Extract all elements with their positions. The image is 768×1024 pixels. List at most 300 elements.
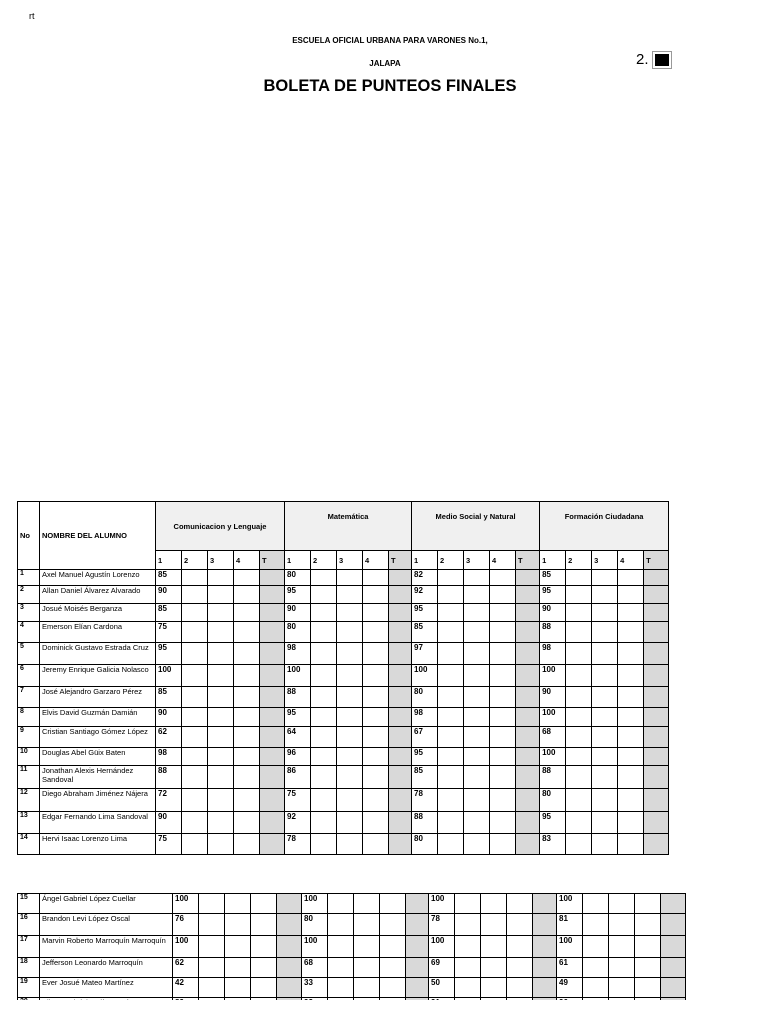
total-cell bbox=[260, 687, 285, 708]
empty-score-cell bbox=[208, 586, 234, 604]
empty-score-cell bbox=[438, 586, 464, 604]
empty-score-cell bbox=[363, 834, 389, 855]
score-cell: 95 bbox=[540, 586, 566, 604]
score-cell: 85 bbox=[540, 570, 566, 586]
empty-score-cell bbox=[182, 687, 208, 708]
row-number: 11 bbox=[18, 766, 40, 789]
table-row bbox=[18, 812, 669, 834]
total-cell bbox=[389, 665, 412, 687]
empty-score-cell bbox=[311, 643, 337, 665]
row-number: 2 bbox=[18, 586, 40, 604]
unit-header: 1 bbox=[540, 551, 566, 570]
empty-score-cell bbox=[328, 978, 354, 998]
row-number: 10 bbox=[18, 748, 40, 766]
total-cell bbox=[389, 834, 412, 855]
empty-score-cell bbox=[635, 914, 661, 936]
empty-score-cell bbox=[251, 936, 277, 958]
empty-score-cell bbox=[618, 789, 644, 812]
table-row bbox=[18, 834, 669, 855]
total-cell bbox=[661, 914, 686, 936]
empty-score-cell bbox=[354, 958, 380, 978]
empty-score-cell bbox=[455, 936, 481, 958]
empty-score-cell bbox=[507, 936, 533, 958]
city-name: JALAPA bbox=[369, 59, 401, 68]
score-cell: 98 bbox=[540, 643, 566, 665]
score-cell: 92 bbox=[285, 812, 311, 834]
row-number: 15 bbox=[18, 894, 40, 914]
score-cell: 96 bbox=[285, 748, 311, 766]
student-name: Marvin Roberto Marroquín Marroquín bbox=[40, 936, 173, 958]
total-cell bbox=[644, 766, 669, 789]
empty-score-cell bbox=[566, 766, 592, 789]
unit-header: 1 bbox=[412, 551, 438, 570]
total-cell bbox=[389, 586, 412, 604]
total-cell bbox=[644, 622, 669, 643]
empty-score-cell bbox=[618, 586, 644, 604]
empty-score-cell bbox=[618, 570, 644, 586]
school-name: ESCUELA OFICIAL URBANA PARA VARONES No.1, bbox=[292, 36, 488, 45]
score-cell: 88 bbox=[285, 687, 311, 708]
score-cell: 88 bbox=[540, 766, 566, 789]
empty-score-cell bbox=[438, 643, 464, 665]
table-row bbox=[18, 936, 686, 958]
total-cell bbox=[389, 622, 412, 643]
total-cell bbox=[661, 958, 686, 978]
page-bottom-clip bbox=[0, 1000, 768, 1024]
empty-score-cell bbox=[363, 766, 389, 789]
empty-score-cell bbox=[455, 914, 481, 936]
row-number: 19 bbox=[18, 978, 40, 998]
score-cell: 100 bbox=[557, 936, 583, 958]
score-cell: 64 bbox=[285, 727, 311, 748]
col-no-header: No bbox=[18, 502, 40, 570]
total-cell bbox=[389, 789, 412, 812]
empty-score-cell bbox=[311, 708, 337, 727]
empty-score-cell bbox=[380, 936, 406, 958]
student-name: Edgar Fernando Lima Sandoval bbox=[40, 812, 156, 834]
unit-header: 1 bbox=[285, 551, 311, 570]
empty-score-cell bbox=[208, 812, 234, 834]
empty-score-cell bbox=[438, 812, 464, 834]
total-cell bbox=[260, 570, 285, 586]
score-cell: 100 bbox=[429, 894, 455, 914]
total-cell bbox=[389, 708, 412, 727]
table-row bbox=[18, 570, 669, 586]
empty-score-cell bbox=[337, 622, 363, 643]
empty-score-cell bbox=[354, 936, 380, 958]
total-cell bbox=[406, 914, 429, 936]
score-cell: 80 bbox=[285, 570, 311, 586]
empty-score-cell bbox=[481, 978, 507, 998]
empty-score-cell bbox=[363, 727, 389, 748]
total-cell bbox=[389, 604, 412, 622]
score-cell: 92 bbox=[412, 586, 438, 604]
score-cell: 69 bbox=[429, 958, 455, 978]
total-cell bbox=[406, 936, 429, 958]
empty-score-cell bbox=[337, 748, 363, 766]
total-cell bbox=[389, 766, 412, 789]
empty-score-cell bbox=[438, 570, 464, 586]
empty-score-cell bbox=[363, 570, 389, 586]
empty-score-cell bbox=[566, 727, 592, 748]
total-cell bbox=[661, 936, 686, 958]
unit-header: 3 bbox=[208, 551, 234, 570]
total-cell bbox=[260, 727, 285, 748]
student-name: José Alejandro Garzaro Pérez bbox=[40, 687, 156, 708]
score-cell: 80 bbox=[412, 687, 438, 708]
student-name: Hervi Isaac Lorenzo Lima bbox=[40, 834, 156, 855]
empty-score-cell bbox=[592, 727, 618, 748]
score-cell: 100 bbox=[540, 748, 566, 766]
student-name: Cristian Santiago Gómez López bbox=[40, 727, 156, 748]
empty-score-cell bbox=[337, 570, 363, 586]
empty-score-cell bbox=[234, 570, 260, 586]
total-cell bbox=[389, 570, 412, 586]
empty-score-cell bbox=[618, 766, 644, 789]
score-cell: 72 bbox=[156, 789, 182, 812]
empty-score-cell bbox=[354, 894, 380, 914]
empty-score-cell bbox=[182, 570, 208, 586]
empty-score-cell bbox=[363, 665, 389, 687]
unit-header: 4 bbox=[234, 551, 260, 570]
empty-score-cell bbox=[566, 834, 592, 855]
empty-score-cell bbox=[337, 665, 363, 687]
total-cell bbox=[533, 936, 557, 958]
row-number: 18 bbox=[18, 958, 40, 978]
empty-score-cell bbox=[354, 914, 380, 936]
empty-score-cell bbox=[618, 687, 644, 708]
empty-score-cell bbox=[618, 748, 644, 766]
empty-score-cell bbox=[464, 665, 490, 687]
empty-score-cell bbox=[182, 834, 208, 855]
empty-score-cell bbox=[337, 766, 363, 789]
empty-score-cell bbox=[464, 789, 490, 812]
empty-score-cell bbox=[583, 958, 609, 978]
empty-score-cell bbox=[234, 622, 260, 643]
empty-score-cell bbox=[311, 604, 337, 622]
page-number-label: 2. bbox=[636, 51, 649, 68]
total-cell bbox=[260, 834, 285, 855]
table-row bbox=[18, 604, 669, 622]
row-number: 3 bbox=[18, 604, 40, 622]
total-cell bbox=[516, 812, 540, 834]
empty-score-cell bbox=[337, 708, 363, 727]
empty-score-cell bbox=[609, 936, 635, 958]
table-row bbox=[18, 586, 669, 604]
score-cell: 49 bbox=[557, 978, 583, 998]
total-cell bbox=[533, 958, 557, 978]
total-cell bbox=[260, 643, 285, 665]
empty-score-cell bbox=[363, 643, 389, 665]
total-cell bbox=[644, 604, 669, 622]
total-cell bbox=[644, 586, 669, 604]
total-cell bbox=[644, 834, 669, 855]
empty-score-cell bbox=[234, 708, 260, 727]
total-cell bbox=[644, 643, 669, 665]
empty-score-cell bbox=[464, 748, 490, 766]
student-name: Brandon Levi López Oscal bbox=[40, 914, 173, 936]
score-cell: 100 bbox=[429, 936, 455, 958]
empty-score-cell bbox=[311, 622, 337, 643]
empty-score-cell bbox=[182, 789, 208, 812]
student-name: Diego Abraham Jiménez Nájera bbox=[40, 789, 156, 812]
table-row bbox=[18, 958, 686, 978]
empty-score-cell bbox=[438, 708, 464, 727]
score-cell: 100 bbox=[540, 708, 566, 727]
score-cell: 100 bbox=[540, 665, 566, 687]
total-cell bbox=[516, 570, 540, 586]
score-cell: 86 bbox=[285, 766, 311, 789]
empty-score-cell bbox=[592, 766, 618, 789]
score-cell: 75 bbox=[156, 834, 182, 855]
empty-score-cell bbox=[481, 914, 507, 936]
total-cell bbox=[516, 687, 540, 708]
corner-mark: rt bbox=[29, 11, 35, 21]
total-cell bbox=[260, 604, 285, 622]
empty-score-cell bbox=[337, 727, 363, 748]
empty-score-cell bbox=[592, 665, 618, 687]
empty-score-cell bbox=[225, 914, 251, 936]
empty-score-cell bbox=[234, 687, 260, 708]
total-cell bbox=[277, 978, 302, 998]
empty-score-cell bbox=[618, 622, 644, 643]
empty-score-cell bbox=[583, 894, 609, 914]
empty-score-cell bbox=[208, 604, 234, 622]
score-cell: 98 bbox=[412, 708, 438, 727]
empty-score-cell bbox=[464, 708, 490, 727]
empty-score-cell bbox=[566, 687, 592, 708]
empty-score-cell bbox=[182, 643, 208, 665]
total-cell bbox=[533, 978, 557, 998]
total-cell bbox=[389, 812, 412, 834]
empty-score-cell bbox=[490, 622, 516, 643]
total-cell bbox=[533, 914, 557, 936]
score-cell: 75 bbox=[285, 789, 311, 812]
empty-score-cell bbox=[566, 789, 592, 812]
row-number: 9 bbox=[18, 727, 40, 748]
score-cell: 80 bbox=[285, 622, 311, 643]
empty-score-cell bbox=[311, 748, 337, 766]
empty-score-cell bbox=[225, 936, 251, 958]
unit-header: 2 bbox=[566, 551, 592, 570]
student-name: Axel Manuel Agustín Lorenzo bbox=[40, 570, 156, 586]
unit-header: 3 bbox=[337, 551, 363, 570]
empty-score-cell bbox=[464, 727, 490, 748]
empty-score-cell bbox=[208, 727, 234, 748]
empty-score-cell bbox=[311, 834, 337, 855]
row-number: 7 bbox=[18, 687, 40, 708]
empty-score-cell bbox=[618, 727, 644, 748]
score-cell: 100 bbox=[412, 665, 438, 687]
total-cell bbox=[661, 978, 686, 998]
empty-score-cell bbox=[363, 748, 389, 766]
total-cell bbox=[389, 727, 412, 748]
empty-score-cell bbox=[234, 604, 260, 622]
score-cell: 82 bbox=[412, 570, 438, 586]
empty-score-cell bbox=[635, 936, 661, 958]
empty-score-cell bbox=[182, 586, 208, 604]
empty-score-cell bbox=[208, 834, 234, 855]
empty-score-cell bbox=[455, 958, 481, 978]
empty-score-cell bbox=[234, 834, 260, 855]
total-cell bbox=[644, 708, 669, 727]
empty-score-cell bbox=[199, 958, 225, 978]
score-cell: 88 bbox=[156, 766, 182, 789]
empty-score-cell bbox=[225, 894, 251, 914]
total-cell bbox=[516, 748, 540, 766]
total-cell bbox=[516, 604, 540, 622]
empty-score-cell bbox=[363, 586, 389, 604]
total-cell bbox=[406, 958, 429, 978]
score-cell: 98 bbox=[285, 643, 311, 665]
score-cell: 100 bbox=[285, 665, 311, 687]
student-name: Dominick Gustavo Estrada Cruz bbox=[40, 643, 156, 665]
empty-score-cell bbox=[618, 812, 644, 834]
empty-score-cell bbox=[507, 894, 533, 914]
score-cell: 88 bbox=[412, 812, 438, 834]
table-row bbox=[18, 622, 669, 643]
empty-score-cell bbox=[234, 748, 260, 766]
empty-score-cell bbox=[635, 894, 661, 914]
empty-score-cell bbox=[507, 914, 533, 936]
total-cell bbox=[516, 643, 540, 665]
score-cell: 90 bbox=[156, 586, 182, 604]
score-cell: 68 bbox=[540, 727, 566, 748]
empty-score-cell bbox=[337, 586, 363, 604]
score-cell: 75 bbox=[156, 622, 182, 643]
empty-score-cell bbox=[490, 708, 516, 727]
score-cell: 100 bbox=[156, 665, 182, 687]
score-cell: 50 bbox=[429, 978, 455, 998]
total-cell bbox=[277, 958, 302, 978]
empty-score-cell bbox=[592, 604, 618, 622]
unit-header: 2 bbox=[182, 551, 208, 570]
empty-score-cell bbox=[507, 958, 533, 978]
empty-score-cell bbox=[182, 748, 208, 766]
empty-score-cell bbox=[199, 894, 225, 914]
empty-score-cell bbox=[592, 687, 618, 708]
score-cell: 76 bbox=[173, 914, 199, 936]
empty-score-cell bbox=[363, 708, 389, 727]
empty-score-cell bbox=[618, 708, 644, 727]
empty-score-cell bbox=[182, 812, 208, 834]
empty-score-cell bbox=[380, 978, 406, 998]
empty-score-cell bbox=[438, 748, 464, 766]
empty-score-cell bbox=[199, 936, 225, 958]
empty-score-cell bbox=[490, 834, 516, 855]
empty-score-cell bbox=[234, 643, 260, 665]
empty-score-cell bbox=[455, 978, 481, 998]
student-name: Ángel Gabriel López Cuellar bbox=[40, 894, 173, 914]
empty-score-cell bbox=[618, 643, 644, 665]
empty-score-cell bbox=[566, 604, 592, 622]
empty-score-cell bbox=[311, 586, 337, 604]
total-cell bbox=[516, 766, 540, 789]
col-name-header: NOMBRE DEL ALUMNO bbox=[40, 502, 156, 570]
score-cell: 100 bbox=[557, 894, 583, 914]
empty-score-cell bbox=[566, 622, 592, 643]
page-title: BOLETA DE PUNTEOS FINALES bbox=[263, 77, 517, 95]
empty-score-cell bbox=[592, 643, 618, 665]
score-cell: 95 bbox=[412, 604, 438, 622]
unit-header: 1 bbox=[156, 551, 182, 570]
total-cell bbox=[406, 978, 429, 998]
score-cell: 90 bbox=[540, 687, 566, 708]
table-row bbox=[18, 665, 669, 687]
empty-score-cell bbox=[337, 604, 363, 622]
empty-score-cell bbox=[380, 914, 406, 936]
empty-score-cell bbox=[438, 604, 464, 622]
empty-score-cell bbox=[635, 978, 661, 998]
total-cell bbox=[516, 665, 540, 687]
subject-header: Comunicacion y Lenguaje bbox=[156, 502, 285, 551]
empty-score-cell bbox=[251, 978, 277, 998]
score-cell: 95 bbox=[540, 812, 566, 834]
empty-score-cell bbox=[337, 643, 363, 665]
total-cell bbox=[260, 665, 285, 687]
empty-score-cell bbox=[481, 894, 507, 914]
empty-score-cell bbox=[208, 570, 234, 586]
unit-header: 4 bbox=[490, 551, 516, 570]
empty-score-cell bbox=[380, 958, 406, 978]
score-cell: 78 bbox=[285, 834, 311, 855]
unit-header: 4 bbox=[618, 551, 644, 570]
empty-score-cell bbox=[182, 766, 208, 789]
score-cell: 100 bbox=[302, 936, 328, 958]
score-cell: 80 bbox=[412, 834, 438, 855]
empty-score-cell bbox=[208, 665, 234, 687]
row-number: 13 bbox=[18, 812, 40, 834]
score-cell: 100 bbox=[173, 936, 199, 958]
empty-score-cell bbox=[182, 604, 208, 622]
total-cell bbox=[389, 643, 412, 665]
empty-score-cell bbox=[566, 748, 592, 766]
empty-score-cell bbox=[234, 586, 260, 604]
empty-score-cell bbox=[464, 604, 490, 622]
empty-score-cell bbox=[490, 604, 516, 622]
empty-score-cell bbox=[464, 834, 490, 855]
empty-score-cell bbox=[490, 643, 516, 665]
empty-score-cell bbox=[438, 766, 464, 789]
empty-score-cell bbox=[311, 766, 337, 789]
empty-score-cell bbox=[438, 789, 464, 812]
total-cell bbox=[277, 894, 302, 914]
unit-total-header: T bbox=[389, 551, 412, 570]
empty-score-cell bbox=[618, 834, 644, 855]
unit-total-header: T bbox=[644, 551, 669, 570]
empty-score-cell bbox=[609, 914, 635, 936]
empty-score-cell bbox=[251, 894, 277, 914]
unit-header: 2 bbox=[311, 551, 337, 570]
empty-score-cell bbox=[337, 812, 363, 834]
empty-score-cell bbox=[234, 812, 260, 834]
empty-score-cell bbox=[363, 604, 389, 622]
empty-score-cell bbox=[566, 812, 592, 834]
empty-score-cell bbox=[481, 936, 507, 958]
score-cell: 85 bbox=[412, 622, 438, 643]
grades-table-1 bbox=[17, 501, 669, 855]
empty-score-cell bbox=[592, 708, 618, 727]
score-cell: 80 bbox=[540, 789, 566, 812]
empty-score-cell bbox=[635, 958, 661, 978]
empty-score-cell bbox=[490, 812, 516, 834]
total-cell bbox=[389, 687, 412, 708]
unit-header: 3 bbox=[464, 551, 490, 570]
unit-header: 4 bbox=[363, 551, 389, 570]
empty-score-cell bbox=[328, 958, 354, 978]
row-number: 8 bbox=[18, 708, 40, 727]
total-cell bbox=[516, 834, 540, 855]
